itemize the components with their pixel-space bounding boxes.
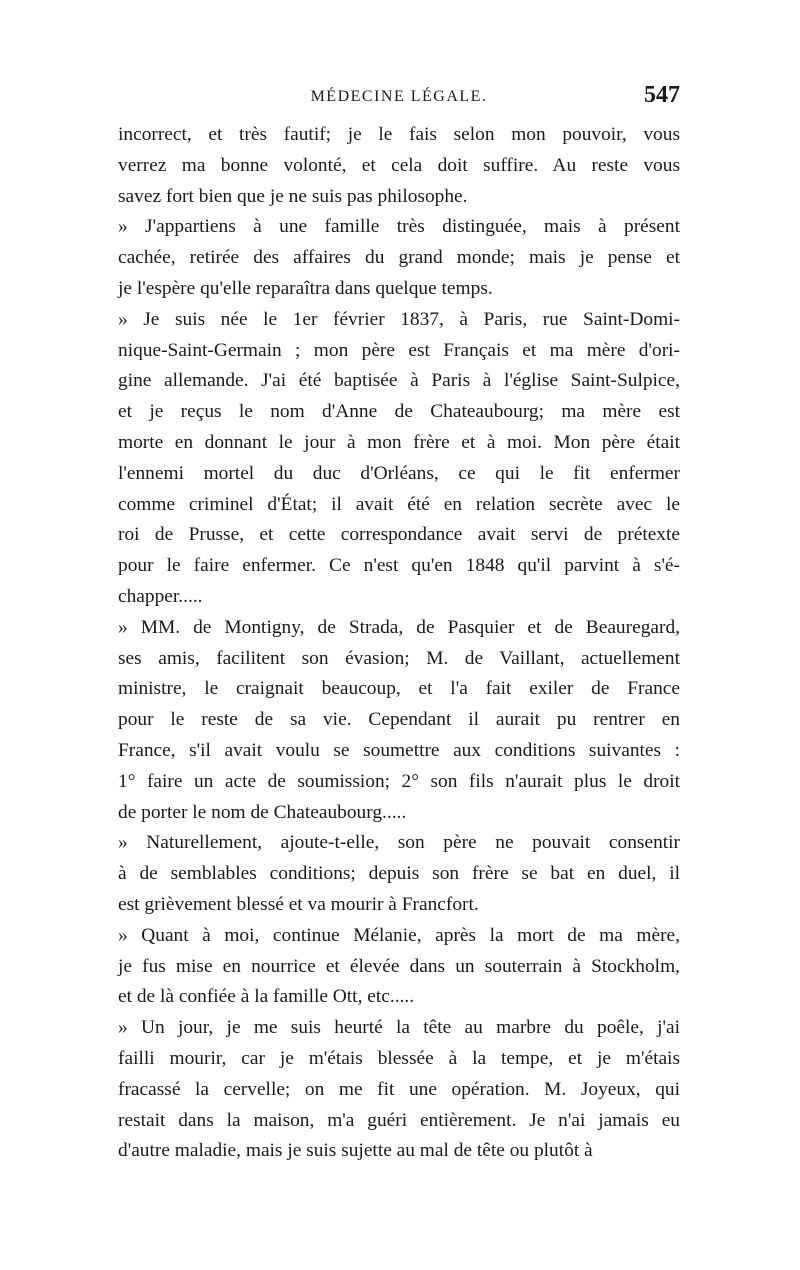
- text-line: à de semblables conditions; depuis son frère se bat en duel, il: [118, 863, 680, 885]
- text-line: l'ennemi mortel du duc d'Orléans, ce qui le fit enfermer: [118, 462, 680, 484]
- text-line: roi de Prusse, et cette correspondance avait servi de prétexte: [118, 524, 680, 546]
- text-line: » Un jour, je me suis heurté la tête au marbre du poêle, j'ai: [118, 1017, 680, 1039]
- text-line: gine allemande. J'ai été baptisée à Paris à l'église Saint-Sulpice,: [118, 370, 680, 392]
- text-line: France, s'il avait voulu se soumettre aux conditions suivantes :: [118, 739, 680, 761]
- text-line: morte en donnant le jour à mon frère et à moi. Mon père était: [118, 431, 680, 453]
- text-line: comme criminel d'État; il avait été en relation secrète avec le: [118, 493, 680, 515]
- text-line: restait dans la maison, m'a guéri entièrement. Je n'ai jamais eu: [118, 1109, 680, 1131]
- paragraph: [118, 828, 680, 920]
- body-text: [118, 120, 680, 1167]
- text-line: d'autre maladie, mais je suis sujette au mal de tête ou plutôt à: [118, 1140, 593, 1162]
- paragraph: [118, 212, 680, 304]
- text-line: pour le reste de sa vie. Cependant il aurait pu rentrer en: [118, 709, 680, 731]
- text-line: verrez ma bonne volonté, et cela doit suffire. Au reste vous: [118, 154, 680, 176]
- paragraph: [118, 120, 680, 212]
- text-line: » J'appartiens à une famille très distinguée, mais à présent: [118, 216, 680, 238]
- paragraph: [118, 305, 680, 613]
- text-line: pour le faire enfermer. Ce n'est qu'en 1848 qu'il parvint à s'é-: [118, 555, 680, 577]
- paragraph: [118, 1013, 680, 1167]
- running-title: MÉDECINE LÉGALE.: [310, 88, 488, 105]
- text-line: cachée, retirée des affaires du grand monde; mais je pense et: [118, 247, 680, 269]
- book-page: [118, 78, 680, 1167]
- text-line: je l'espère qu'elle reparaîtra dans quelque temps.: [118, 277, 493, 299]
- text-line: failli mourir, car je m'étais blessée à la tempe, et je m'étais: [118, 1047, 680, 1069]
- text-line: 1° faire un acte de soumission; 2° son fils n'aurait plus le droit: [118, 770, 680, 792]
- text-line: » MM. de Montigny, de Strada, de Pasquier et de Beauregard,: [118, 616, 680, 638]
- text-line: de porter le nom de Chateaubourg.....: [118, 801, 407, 823]
- text-line: » Naturellement, ajoute-t-elle, son père ne pouvait consentir: [118, 832, 680, 854]
- text-line: fracassé la cervelle; on me fit une opération. M. Joyeux, qui: [118, 1078, 680, 1100]
- text-line: est grièvement blessé et va mourir à Francfort.: [118, 893, 479, 915]
- paragraph: [118, 613, 680, 829]
- text-line: et je reçus le nom d'Anne de Chateaubourg; ma mère est: [118, 401, 680, 423]
- text-line: ministre, le craignait beaucoup, et l'a fait exiler de France: [118, 678, 680, 700]
- text-line: incorrect, et très fautif; je le fais selon mon pouvoir, vous: [118, 124, 680, 145]
- page-header: [118, 78, 680, 114]
- paragraph: [118, 921, 680, 1013]
- text-line: » Je suis née le 1er février 1837, à Paris, rue Saint-Domi-: [118, 308, 680, 330]
- text-line: je fus mise en nourrice et élevée dans un souterrain à Stockholm,: [118, 955, 680, 977]
- text-line: chapper.....: [118, 585, 203, 607]
- page-number: 547: [644, 82, 680, 108]
- text-line: nique-Saint-Germain ; mon père est Français et ma mère d'ori-: [118, 339, 680, 361]
- text-line: ses amis, facilitent son évasion; M. de Vaillant, actuellement: [118, 647, 680, 669]
- text-line: et de là confiée à la famille Ott, etc.....: [118, 986, 415, 1008]
- text-line: savez fort bien que je ne suis pas philosophe.: [118, 185, 468, 207]
- text-line: » Quant à moi, continue Mélanie, après la mort de ma mère,: [118, 924, 680, 946]
